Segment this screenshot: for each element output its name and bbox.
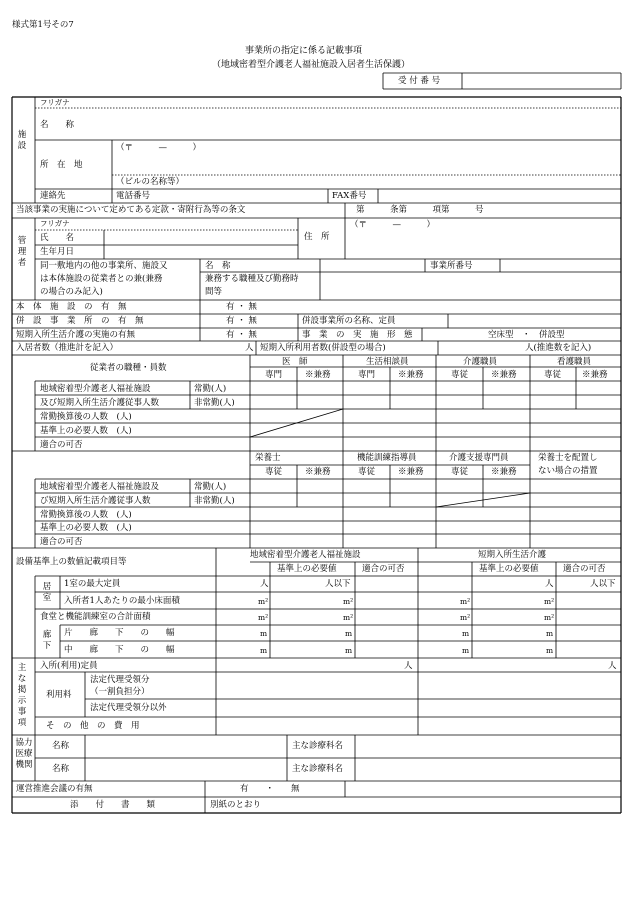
unit-m: m [260,646,268,655]
manager-furigana-label: フリガナ [40,219,70,228]
unit-persons: 人 [260,579,269,589]
no-nutritionist-line1: 栄養士を配置し [538,453,598,463]
facility-name-field[interactable] [112,109,620,139]
facility-contact-label: 連絡先 [40,191,66,201]
manager-name-label: 氏 名 [40,233,75,243]
counselor-col: 生活相談員 [366,357,409,367]
unit-m: m [345,629,353,638]
doctor-concurrent: ※兼務 [305,370,331,380]
facility-name-label: 名 称 [40,120,75,130]
unit-m2: m² [258,597,269,606]
concurrent-note-line2: は本体施設の従業者との兼(兼務 [40,274,163,284]
adequacy-b: 適合の可否 [563,564,606,574]
facility-furigana-label: フリガナ [40,98,70,107]
non-agent-label: 法定代理受領分以外 [90,703,167,713]
document-subtitle: （地域密着型介護老人福祉施設入居者生活保護） [212,60,411,70]
unit-m2: m² [343,597,354,606]
caregiver-concurrent: ※兼務 [491,370,517,380]
implementation-form-options[interactable]: 空床型 ・ 併設型 [488,330,565,340]
reception-number-label: 受 付 番 号 [398,76,441,86]
nurse-concurrent: ※兼務 [582,370,608,380]
unit-m2: m² [544,597,555,606]
staff-header: 従業者の職種・員数 [90,363,167,373]
counselor-fulltime: 専門 [358,370,376,380]
unit-m: m [462,629,470,638]
care-manager-col: 介護支援専門員 [449,453,509,463]
min-area-label: 入所者1人あたりの最小床面積 [64,596,180,606]
adjoining-label: 併 設 事 業 所 の 有 無 [16,316,144,326]
provisions-label: 当該事業の実施について定めてある定款・寄附行為等の条文 [16,205,246,215]
caregiver-col: 介護職員 [463,357,498,367]
corridor-side-label: 廊下 [42,630,52,651]
nutritionist-fulltime: 専従 [265,467,283,477]
coop-dept-label-2: 主な診療科名 [292,764,344,774]
middle-corridor-label: 中 廊 下 の 幅 [64,645,175,655]
nurse-col: 看護職員 [557,357,592,367]
implementation-form-label: 事 業 の 実 施 形 態 [302,330,413,340]
unit-m2: m² [460,597,471,606]
trainer-col: 機能訓練指導員 [357,453,417,463]
capacity-unit-b: 人 [608,661,617,671]
required-value-b: 基準上の必要値 [479,564,539,574]
staff-count2-label-line2: び短期入所生活介護従事人数 [40,496,151,506]
concurrent-name-label: 名 称 [205,261,231,271]
manager-birthdate-label: 生年月日 [40,247,75,257]
doctor-fulltime: 専門 [265,370,283,380]
adjoining-name-label: 併設事業所の名称、定員 [302,316,396,326]
concurrent-note-line3: の場合のみ記入) [40,287,103,297]
irregular-label: 非常勤(人) [194,398,235,408]
cooperation-side-label: 協力医療機関 [15,738,33,770]
capacity-label: 入所(利用)定員 [40,661,98,671]
office-number-label: 事業所番号 [430,261,473,271]
committee-label: 運営推進会議の有無 [16,784,93,794]
coop-name-label-1: 名称 [52,741,70,751]
doctor-col: 医 師 [282,357,308,367]
reception-number-field[interactable] [463,74,620,88]
care-manager-concurrent: ※兼務 [491,467,517,477]
nurse-fulltime: 専従 [544,370,562,380]
fte-label-2: 常勤換算後の人数 (人) [40,510,132,520]
manager-side-label: 管理者 [17,236,27,268]
concurrent-note-line1: 同一敷地内の他の事業所、施設又 [40,261,168,271]
facility-fax-label: FAX番号 [332,191,367,201]
residents-unit: 人 [245,343,254,353]
counselor-concurrent: ※兼務 [398,370,424,380]
nutritionist-col: 栄養士 [255,453,281,463]
regular-label: 常勤(人) [194,384,227,394]
short-users-label: 短期入所利用者数(併設型の場合) [260,343,386,353]
unit-m: m [345,646,353,655]
attachments-label: 添 付 書 類 [70,800,156,810]
required-label-2: 基準上の必要人数 (人) [40,523,132,533]
unit-m: m [462,646,470,655]
trainer-concurrent: ※兼務 [398,467,424,477]
caregiver-fulltime: 専従 [451,370,469,380]
unit-m: m [546,646,554,655]
concurrent-role-line1: 兼務する職種及び勤務時 [205,274,299,284]
unit-persons: 人 [545,579,554,589]
facility-side-label: 施設 [17,130,27,151]
other-fees-label: そ の 他 の 費 用 [46,721,140,731]
required-value-a: 基準上の必要値 [277,564,337,574]
unit-at-most: 人以下 [325,579,351,589]
facility-postal-code: （〒 — ） [116,143,202,153]
facility-address-label: 所 在 地 [40,160,83,170]
manager-postal-code: （〒 — ） [350,220,436,230]
trainer-fulltime: 専従 [358,467,376,477]
unit-m2: m² [343,613,354,622]
dining-area-label: 食堂と機能訓練室の合計面積 [40,612,151,622]
provisions-article: 第 条第 項第 号 [356,205,484,215]
unit-m2: m² [460,613,471,622]
document-title: 事業所の指定に係る記載事項 [245,46,363,56]
manager-address-label: 住 所 [304,232,330,242]
one-side-corridor-label: 片 廊 下 の 幅 [64,628,175,638]
short-stay-choice[interactable]: 有 ・ 無 [226,330,257,340]
concurrent-role-line2: 間等 [205,287,223,297]
notices-side-label: 主な掲示事項 [17,663,27,728]
regular-label-2: 常勤(人) [194,482,227,492]
no-nutritionist-line2: ない場合の措置 [538,466,598,476]
unit-m2: m² [258,613,269,622]
facility-phone-label: 電話番号 [116,191,151,201]
unit-m2: m² [544,613,555,622]
fte-label: 常勤換算後の人数 (人) [40,412,132,422]
staff-count2-label-line1: 地域密着型介護老人福祉施設及 [40,482,160,492]
coop-dept-label-1: 主な診療科名 [292,741,344,751]
main-facility-choice[interactable]: 有 ・ 無 [226,302,257,312]
required-label: 基準上の必要人数 (人) [40,426,132,436]
form-id: 様式第1号その7 [12,20,74,30]
care-manager-fulltime: 専従 [451,467,469,477]
facility-building-label: （ビルの名称等） [116,177,185,187]
unit-m: m [260,629,268,638]
short-stay-label: 短期入所生活介護の実施の有無 [16,330,136,340]
committee-choice[interactable]: 有 ・ 無 [240,784,300,794]
room-side-label: 居室 [42,582,52,603]
nutritionist-concurrent: ※兼務 [305,467,331,477]
adequacy-a: 適合の可否 [362,564,405,574]
room-capacity-label: 1室の最大定員 [64,579,121,589]
adequacy-label: 適合の可否 [40,440,83,450]
attachments-value: 別紙のとおり [210,800,262,810]
residents-label: 入居者数（推進計を記入） [16,343,119,353]
short-users-unit: 人(推進数を記入) [525,343,592,353]
unit-m: m [546,629,554,638]
agent-line1: 法定代理受領分 [90,675,150,685]
irregular-label-2: 非常勤(人) [194,496,235,506]
manager-name-field[interactable] [105,231,297,244]
main-facility-label: 本 体 施 設 の 有 無 [16,302,127,312]
fee-label: 利用料 [46,690,72,700]
adjoining-choice[interactable]: 有 ・ 無 [226,316,257,326]
agent-line2: （一割負担分） [90,687,150,697]
staff-count-label-line1: 地域密着型介護老人福祉施設 [40,384,151,394]
unit-at-most: 人以下 [590,579,616,589]
equipment-col-a: 地域密着型介護老人福祉施設 [250,550,361,560]
equipment-header: 設備基準上の数値記載項目等 [16,557,127,567]
equipment-col-b: 短期入所生活介護 [478,550,547,560]
staff-count-label-line2: 及び短期入所生活介護従事人数 [40,398,160,408]
coop-name-label-2: 名称 [52,764,70,774]
adequacy-label-2: 適合の可否 [40,537,83,547]
capacity-unit-a: 人 [404,661,413,671]
